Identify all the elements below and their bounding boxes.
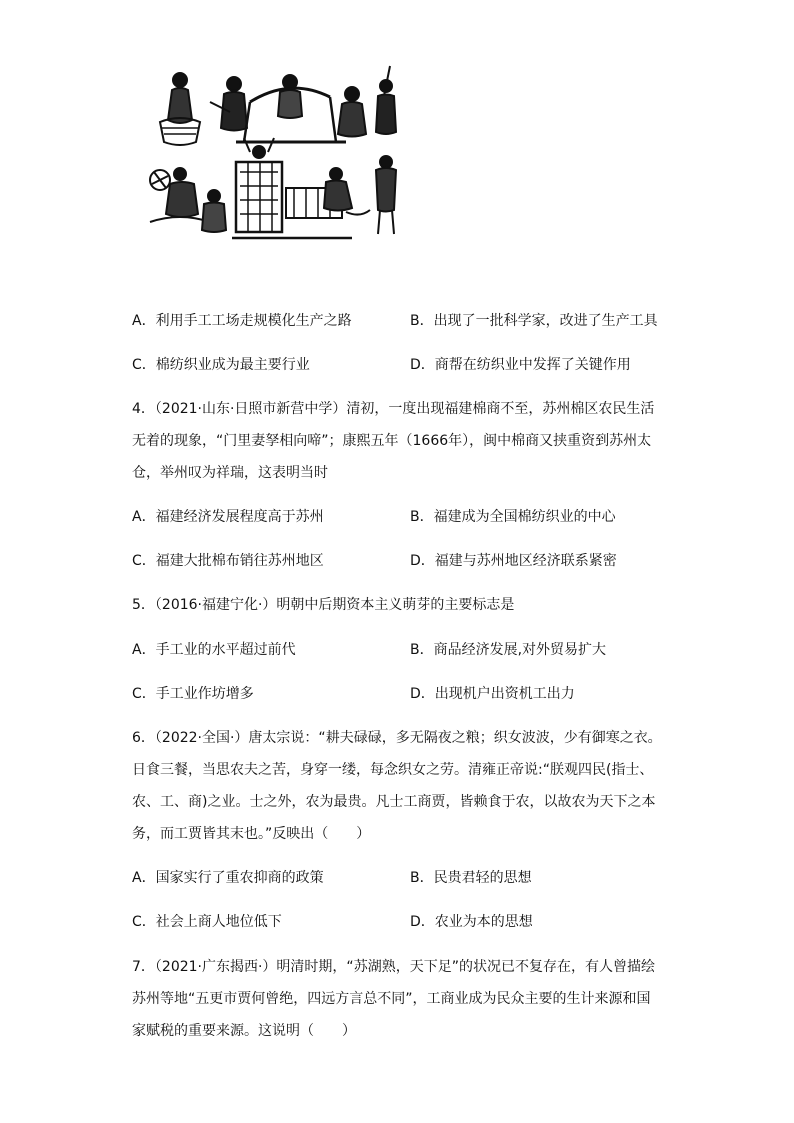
q4-option-c[interactable]: C．福建大批棉布销往苏州地区 xyxy=(132,553,324,569)
q4-stem-line-2: 无着的现象，“门里妻孥相向啼”；康熙五年（1666年），闽中棉商又挟重资到苏州太 xyxy=(132,433,652,449)
q5-option-d[interactable]: D．出现机户出资机工出力 xyxy=(410,686,575,702)
q3-option-a[interactable]: A．利用手工工场走规模化生产之路 xyxy=(132,313,352,329)
q6-stem-line-3: 农、工、商)之业。士之外，农为最贵。凡士工商贾，皆赖食于农，以故农为天下之本 xyxy=(132,794,656,810)
q5-stem-line-1: 5．（2016·福建宁化·）明朝中后期资本主义萌芽的主要标志是 xyxy=(132,597,515,613)
q4-option-a[interactable]: A．福建经济发展程度高于苏州 xyxy=(132,509,324,525)
q4-stem-line-3: 仓，举州叹为祥瑞，这表明当时 xyxy=(132,465,328,481)
q5-option-c[interactable]: C．手工业作坊增多 xyxy=(132,686,254,702)
q6-option-b[interactable]: B．民贵君轻的思想 xyxy=(410,870,532,886)
q6-option-a[interactable]: A．国家实行了重农抑商的政策 xyxy=(132,870,324,886)
q7-stem-line-3: 家赋税的重要来源。这说明（ ） xyxy=(132,1023,356,1039)
q5-option-a[interactable]: A．手工业的水平超过前代 xyxy=(132,642,296,658)
q6-stem-line-1: 6．（2022·全国·）唐太宗说：“耕夫碌碌，多无隔夜之粮；织女波波，少有御寒之衣。 xyxy=(132,730,662,746)
q3-option-b[interactable]: B．出现了一批科学家，改进了生产工具 xyxy=(410,313,658,329)
q3-option-c[interactable]: C．棉纺织业成为最主要行业 xyxy=(132,357,310,373)
q4-stem-line-1: 4．（2021·山东·日照市新营中学）清初，一度出现福建棉商不至，苏州棉区农民生活 xyxy=(132,401,655,417)
q6-stem-line-2: 日食三餐，当思农夫之苦，身穿一缕，每念织女之劳。清雍正帝说:“朕观四民(指士、 xyxy=(132,762,654,778)
q6-stem-line-4: 务，而工贾皆其末也。”反映出（ ） xyxy=(132,826,371,842)
q4-option-b[interactable]: B．福建成为全国棉纺织业的中心 xyxy=(410,509,616,525)
q7-stem-line-2: 苏州等地“五更市贾何曾绝，四远方言总不同”，工商业成为民众主要的生计来源和国 xyxy=(132,991,651,1007)
weaving-workshop-illustration xyxy=(140,62,416,250)
q6-option-d[interactable]: D．农业为本的思想 xyxy=(410,914,533,930)
q5-option-b[interactable]: B．商品经济发展,对外贸易扩大 xyxy=(410,642,607,658)
q4-option-d[interactable]: D．福建与苏州地区经济联系紧密 xyxy=(410,553,617,569)
q7-stem-line-1: 7．（2021·广东揭西·）明清时期，“苏湖熟，天下足”的状况已不复存在，有人曾描绘 xyxy=(132,959,655,975)
q6-option-c[interactable]: C．社会上商人地位低下 xyxy=(132,914,282,930)
q3-option-d[interactable]: D．商帮在纺织业中发挥了关键作用 xyxy=(410,357,631,373)
